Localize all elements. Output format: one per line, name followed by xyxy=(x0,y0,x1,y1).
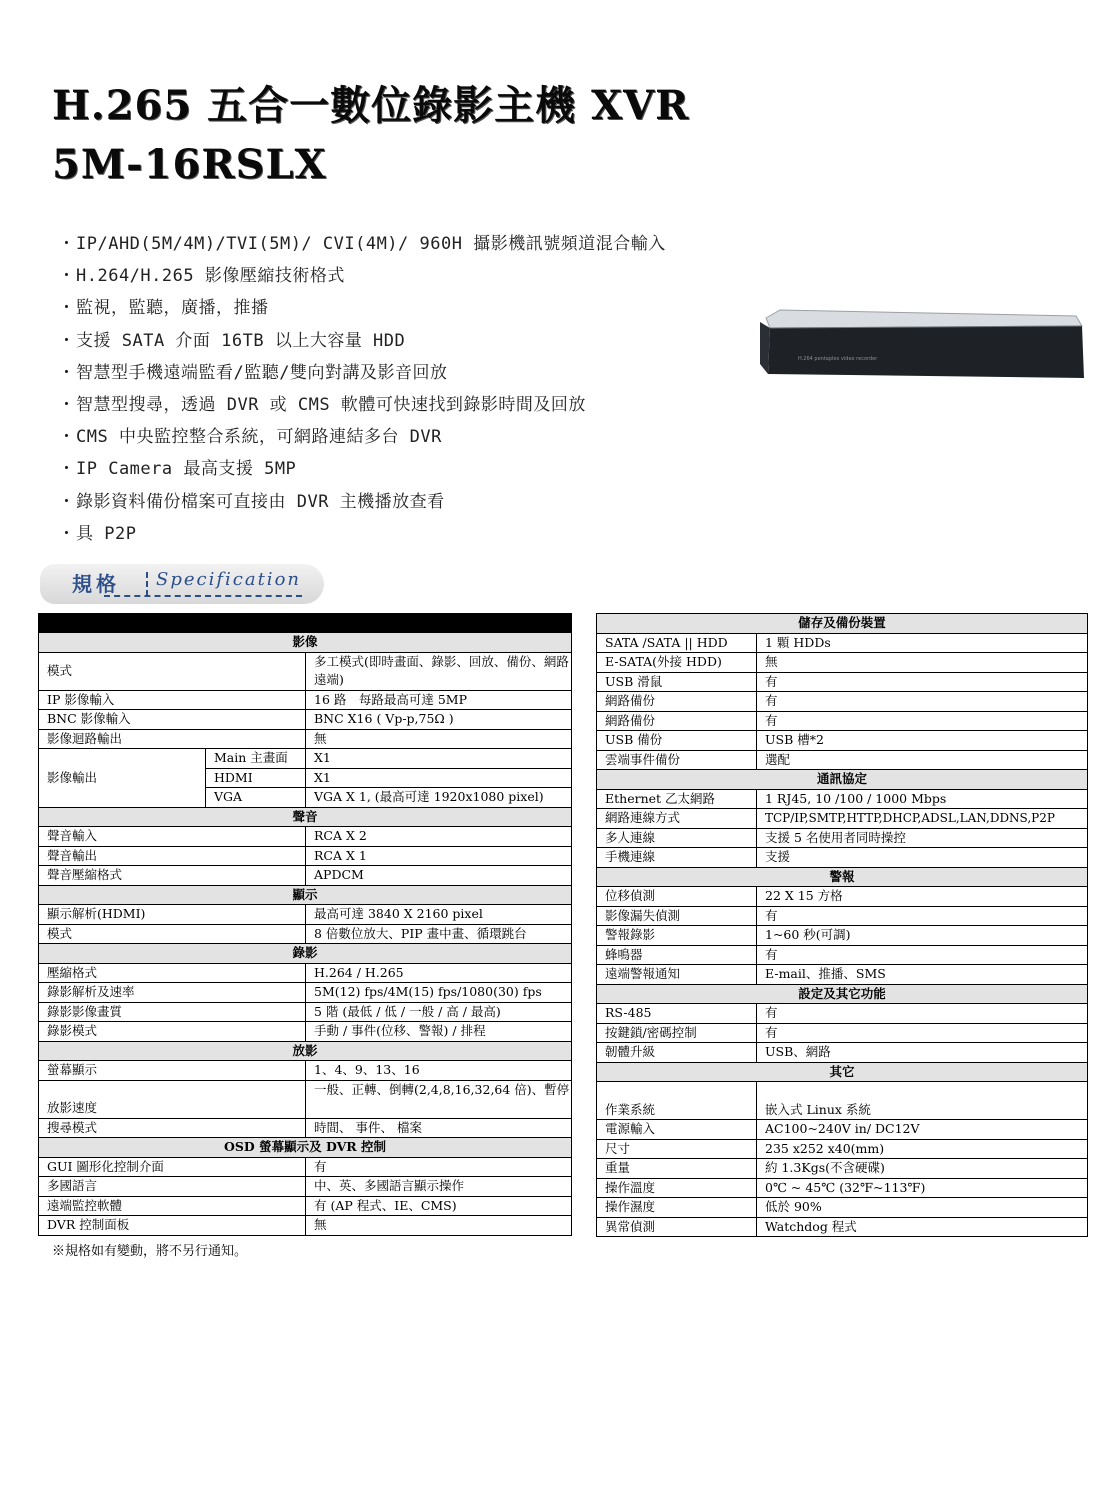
section-header: 通訊協定 xyxy=(597,770,1088,790)
section-header: 設定及其它功能 xyxy=(597,984,1088,1004)
table-row: 搜尋模式 時間、 事件、 檔案 xyxy=(39,1118,572,1138)
table-row: 網路連線方式 TCP/IP,SMTP,HTTP,DHCP,ADSL,LAN,DDNS,P2P xyxy=(597,809,1088,829)
badge-en-label: Specification xyxy=(156,569,301,590)
bullet-icon: ・ xyxy=(58,330,76,351)
model-number: 5M-16RSLX xyxy=(52,141,327,188)
device-top-panel xyxy=(766,310,1082,328)
table-row: 尺寸 235 x252 x40(mm) xyxy=(597,1139,1088,1159)
table-row: USB 備份 USB 槽*2 xyxy=(597,731,1088,751)
table-row: 重量 約 1.3Kgs(不含硬碟) xyxy=(597,1159,1088,1179)
bullet-icon: ・ xyxy=(58,266,76,287)
specification-badge xyxy=(40,564,324,604)
list-item: ・智慧型手機遠端監看/監聽/雙向對講及影音回放 xyxy=(58,357,758,389)
list-item: ・H.264/H.265 影像壓縮技術格式 xyxy=(58,260,758,292)
table-row: 模式 8 倍數位放大、PIP 畫中畫、循環跳台 xyxy=(39,924,572,944)
badge-underline xyxy=(104,595,302,597)
list-item: ・支援 SATA 介面 16TB 以上大容量 HDD xyxy=(58,325,758,357)
table-row: 操作溫度 0℃ ~ 45℃ (32℉~113℉) xyxy=(597,1178,1088,1198)
list-item: ・智慧型搜尋，透過 DVR 或 CMS 軟體可快速找到錄影時間及回放 xyxy=(58,389,758,421)
spec-table-right xyxy=(596,613,1088,1237)
list-item: ・錄影資料備份檔案可直接由 DVR 主機播放查看 xyxy=(58,486,758,518)
list-item: ・CMS 中央監控整合系統，可網路連結多台 DVR xyxy=(58,421,758,453)
table-row: 螢幕顯示 1、4、9、13、16 xyxy=(39,1061,572,1081)
section-header: 錄影 xyxy=(39,944,572,964)
table-row: 錄影解析及速率 5M(12) fps/4M(15) fps/1080(30) fps xyxy=(39,983,572,1003)
table-row: 遠端監控軟體 有 (AP 程式、IE、CMS) xyxy=(39,1196,572,1216)
bullet-icon: ・ xyxy=(58,298,76,319)
table-row: VGA VGA X 1, (最高可達 1920x1080 pixel) xyxy=(39,788,572,808)
table-row: 操作濕度 低於 90% xyxy=(597,1198,1088,1218)
table-row: RS-485 有 xyxy=(597,1004,1088,1024)
bullet-icon: ・ xyxy=(58,362,76,383)
bullet-icon: ・ xyxy=(58,394,76,415)
table-row: 異常偵測 Watchdog 程式 xyxy=(597,1217,1088,1237)
spec-table-left xyxy=(38,613,572,1236)
table-row: 作業系統 嵌入式 Linux 系統 xyxy=(597,1082,1088,1120)
table-row: 網路備份 有 xyxy=(597,711,1088,731)
table-row: HDMI X1 xyxy=(39,768,572,788)
table-row: 網路備份 有 xyxy=(597,692,1088,712)
table-row: 放影速度 一般、正轉、倒轉(2,4,8,16,32,64 倍)、暫停 xyxy=(39,1080,572,1118)
table-row: 錄影模式 手動 / 事件(位移、警報) / 排程 xyxy=(39,1022,572,1042)
bullet-icon: ・ xyxy=(58,459,76,480)
footnote: ※規格如有變動，將不另行通知。 xyxy=(52,1244,248,1259)
device-label: H.264 pentaplex video recorder xyxy=(798,356,878,362)
xvr-device-image xyxy=(758,304,1088,386)
table-row: Ethernet 乙太網路 1 RJ45, 10 /100 / 1000 Mbps xyxy=(597,789,1088,809)
section-header: 警報 xyxy=(597,867,1088,887)
table-row: SATA /SATA || HDD 1 顆 HDDs xyxy=(597,633,1088,653)
table-row: 聲音輸入 RCA X 2 xyxy=(39,827,572,847)
table-row: 按鍵鎖/密碼控制 有 xyxy=(597,1023,1088,1043)
section-header: 顯示 xyxy=(39,885,572,905)
table-row: 模式 多工模式(即時畫面、錄影、回放、備份、網路遠端) xyxy=(39,652,572,690)
table-row: 顯示解析(HDMI) 最高可達 3840 X 2160 pixel xyxy=(39,905,572,925)
section-header: 聲音 xyxy=(39,807,572,827)
table-row: DVR 控制面板 無 xyxy=(39,1216,572,1236)
table-row: E-SATA(外接 HDD) 無 xyxy=(597,653,1088,673)
table-row: USB 滑鼠 有 xyxy=(597,672,1088,692)
table-row: BNC 影像輸入 BNC X16 ( Vp-p,75Ω ) xyxy=(39,710,572,730)
bullet-icon: ・ xyxy=(58,234,76,254)
table-row: 壓縮格式 H.264 / H.265 xyxy=(39,963,572,983)
table-row: GUI 圖形化控制介面 有 xyxy=(39,1157,572,1177)
badge-zh-label: 規格 xyxy=(72,572,120,596)
feature-list xyxy=(58,228,758,550)
table-row: 聲音壓縮格式 APDCM xyxy=(39,866,572,886)
section-header: 放影 xyxy=(39,1041,572,1061)
table-row: 影像輸出 Main 主畫面 X1 xyxy=(39,749,572,769)
list-item: ・具 P2P xyxy=(58,518,758,550)
list-item: ・IP Camera 最高支援 5MP xyxy=(58,453,758,485)
bullet-icon: ・ xyxy=(58,523,76,544)
table-row: 警報錄影 1~60 秒(可調) xyxy=(597,926,1088,946)
bullet-icon: ・ xyxy=(58,427,76,448)
table-row: 電源輸入 AC100~240V in/ DC12V xyxy=(597,1120,1088,1140)
section-header: OSD 螢幕顯示及 DVR 控制 xyxy=(39,1138,572,1158)
table-row: 聲音輸出 RCA X 1 xyxy=(39,846,572,866)
section-header: 其它 xyxy=(597,1062,1088,1082)
table-row: 影像迴路輸出 無 xyxy=(39,729,572,749)
table-row: IP 影像輸入 16 路 每路最高可達 5MP xyxy=(39,690,572,710)
table-row: 雲端事件備份 選配 xyxy=(597,750,1088,770)
bullet-icon: ・ xyxy=(58,491,76,512)
device-front-panel xyxy=(768,326,1084,378)
table-row: 遠端警報通知 E-mail、推播、SMS xyxy=(597,965,1088,985)
table-row: 韌體升級 USB、網路 xyxy=(597,1043,1088,1063)
section-header: 影像 xyxy=(39,633,572,653)
table-row: 影像漏失偵測 有 xyxy=(597,906,1088,926)
table-row: 錄影影像畫質 5 階 (最低 / 低 / 一般 / 高 / 最高) xyxy=(39,1002,572,1022)
table-row: 位移偵測 22 X 15 方格 xyxy=(597,887,1088,907)
section-header: 儲存及備份裝置 xyxy=(597,614,1088,634)
page-title: H.265 五合一數位錄影主機 XVR xyxy=(52,82,690,129)
table-header-bar xyxy=(39,614,572,633)
list-item: ・監視，監聽，廣播，推播 xyxy=(58,292,758,324)
table-row: 多國語言 中、英、多國語言顯示操作 xyxy=(39,1177,572,1197)
table-row: 蜂鳴器 有 xyxy=(597,945,1088,965)
table-row: 多人連線 支援 5 名使用者同時操控 xyxy=(597,828,1088,848)
badge-divider xyxy=(146,572,148,596)
table-row: 手機連線 支援 xyxy=(597,848,1088,868)
list-item: ・IP/AHD(5M/4M)/TVI(5M)/ CVI(4M)/ 960H 攝影機訊號頻道混合輸入 xyxy=(58,228,758,260)
